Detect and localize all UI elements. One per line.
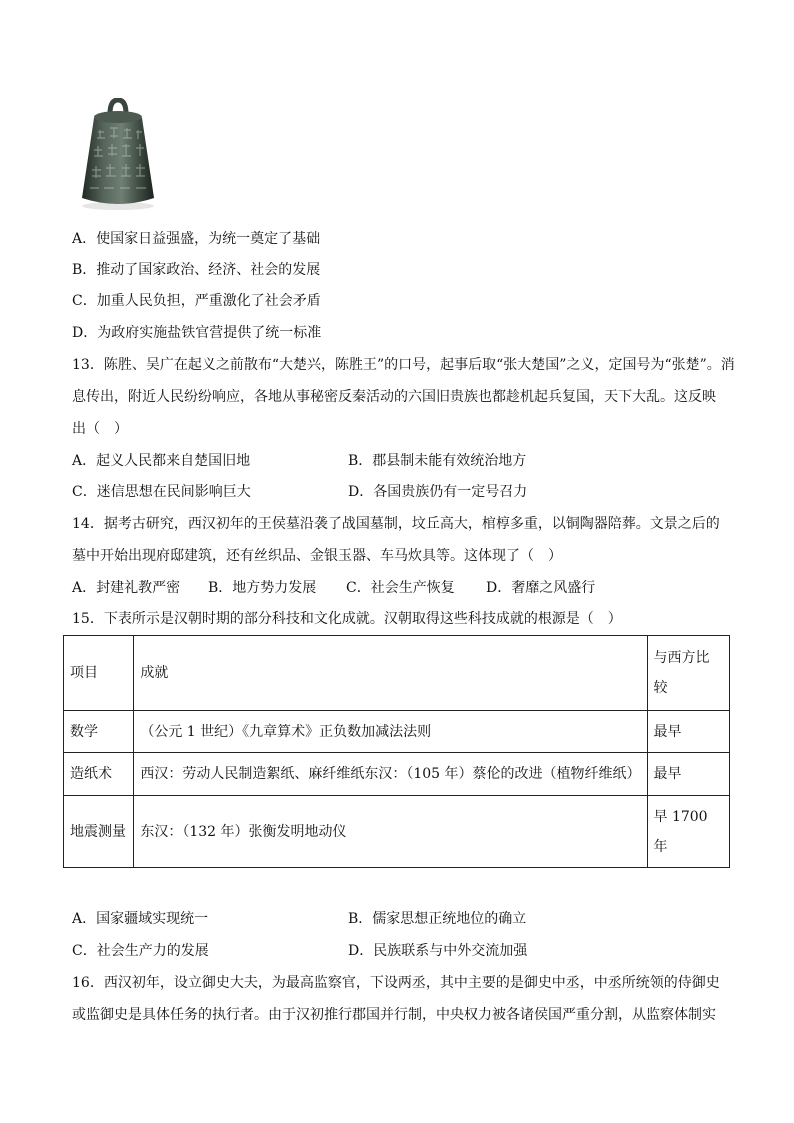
q14-option-a: A．封建礼教严密 [72, 580, 181, 596]
q13-option-a: A．起义人民都来自楚国旧地 [72, 453, 251, 469]
table-cell: 最早 [647, 753, 730, 796]
q12-option-d: D．为政府实施盐铁官营提供了统一标准 [72, 325, 322, 341]
q14-option-b: B．地方势力发展 [208, 580, 317, 596]
table-header-cell: 项目 [64, 636, 134, 711]
table-cell: 最早 [647, 711, 730, 753]
table-cell: 东汉：（132 年）张衡发明地动仪 [134, 796, 647, 868]
q14-option-c: C．社会生产恢复 [346, 580, 455, 596]
table-row [64, 796, 730, 868]
qin-bronze-weight-image [76, 98, 160, 210]
q13-stem-line-2: 息传出，附近人民纷纷响应，各地从事秘密反秦活动的六国旧贵族也都趁机起兵复国，天下大乱。这反映 [72, 389, 716, 405]
table-header-row [64, 636, 730, 711]
q14-stem-line-1: 14．据考古研究，西汉初年的王侯墓沿袭了战国墓制，坟丘高大，棺椁多重，以铜陶器陪葬。文景之后的 [72, 516, 720, 532]
table-row [64, 753, 730, 796]
table-cell: 数学 [64, 711, 134, 753]
q16-stem-line-1: 16．西汉初年，设立御史大夫，为最高监察官，下设两丞，其中主要的是御史中丞，中丞所统领的侍御史 [72, 975, 720, 991]
q15-option-c: C．社会生产力的发展 [72, 943, 209, 959]
q12-option-b: B．推动了国家政治、经济、社会的发展 [72, 262, 321, 278]
q13-stem-line-3: 出（ ） [72, 421, 128, 437]
q12-option-c: C．加重人民负担，严重激化了社会矛盾 [72, 293, 321, 309]
q15-option-d: D．民族联系与中外交流加强 [348, 943, 528, 959]
q13-option-b: B．郡县制未能有效统治地方 [348, 453, 527, 469]
q16-stem-line-2: 或监御史是具体任务的执行者。由于汉初推行郡国并行制，中央权力被各诸侯国严重分割，从监察体制实 [72, 1007, 716, 1023]
q12-option-a: A．使国家日益强盛，为统一奠定了基础 [72, 231, 321, 247]
q13-option-c: C．迷信思想在民间影响巨大 [72, 484, 251, 500]
q15-option-b: B．儒家思想正统地位的确立 [348, 911, 527, 927]
achievements-table [63, 635, 730, 868]
table-cell: 造纸术 [64, 753, 134, 796]
q15-option-a: A．国家疆域实现统一 [72, 911, 209, 927]
table-cell: 地震测量 [64, 796, 134, 868]
q13-stem-line-1: 13．陈胜、吴广在起义之前散布“大楚兴，陈胜王”的口号，起事后取“张大楚国”之义，定国号为“张楚”。消 [72, 357, 735, 373]
table-cell: 早 1700 年 [647, 796, 730, 868]
q14-stem-line-2: 墓中开始出现府邸建筑，还有丝织品、金银玉器、车马炊具等。这体现了（ ） [72, 548, 562, 564]
table-row [64, 711, 730, 753]
table-cell: 西汉：劳动人民制造絮纸、麻纤维纸东汉：（105 年）蔡伦的改进（植物纤维纸） [134, 753, 647, 796]
q14-option-d: D．奢靡之风盛行 [486, 580, 596, 596]
q15-stem: 15．下表所示是汉朝时期的部分科技和文化成就。汉朝取得这些科技成就的根源是（ ） [72, 611, 622, 627]
q13-option-d: D．各国贵族仍有一定号召力 [348, 484, 528, 500]
table-cell: （公元 1 世纪）《九章算术》正负数加减法法则 [134, 711, 647, 753]
table-header-cell: 成就 [134, 636, 647, 711]
table-header-cell: 与西方比较 [647, 636, 730, 711]
